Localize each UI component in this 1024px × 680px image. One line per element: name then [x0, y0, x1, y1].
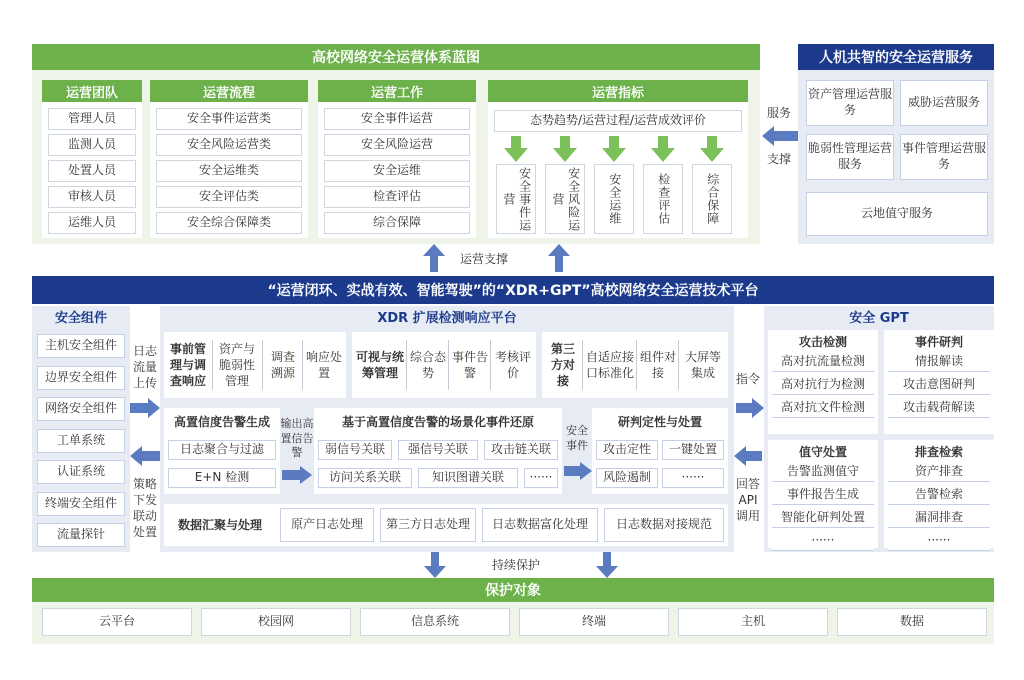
bp-col-item: 安全综合保障类 — [156, 212, 302, 234]
metric-item: 安全运维 — [594, 164, 634, 234]
gpt-group-item: 告警检索 — [888, 485, 990, 505]
scene-item-4: 知识图谱关联 — [418, 468, 518, 488]
bp-col-item: 安全运维类 — [156, 160, 302, 182]
component-item: 边界安全组件 — [37, 366, 125, 390]
scene-item-3: 访问关系关联 — [318, 468, 412, 488]
bp-col-item: 安全风险运营类 — [156, 134, 302, 156]
protect-item: 校园网 — [201, 608, 351, 636]
gpt-group-item: ······ — [888, 531, 990, 551]
protect-arrow-right-icon — [596, 552, 618, 578]
scene-item-1: 强信号关联 — [398, 440, 478, 460]
gpt-group-title: 攻击检测 — [798, 334, 847, 349]
gpt-group-item: 攻击载荷解读 — [888, 398, 990, 418]
gpt-group-item: 漏洞排查 — [888, 508, 990, 528]
component-item: 流量探针 — [37, 523, 125, 547]
bp-col-item: 安全评估类 — [156, 186, 302, 208]
safe-arrow-icon — [564, 462, 592, 480]
protect-label: 持续保护 — [491, 557, 540, 572]
gpt-group-item: 告警监测值守 — [772, 462, 874, 482]
protect-item: 终端 — [519, 608, 669, 636]
xdr-g3-title: 第三方对接 — [550, 341, 575, 389]
gpt-group-item: 高对抗文件检测 — [772, 398, 874, 418]
support-label: 运营支撑 — [459, 251, 508, 266]
gpt-group-item: 事件报告生成 — [772, 485, 874, 505]
support-arrow-right-icon — [548, 244, 570, 272]
service-asset: 资产管理运营服务 — [806, 80, 894, 126]
bp-col-title: 运营团队 — [42, 80, 142, 102]
metric-arrow-icon — [651, 136, 675, 162]
gpt-group-item: 高对抗行为检测 — [772, 375, 874, 395]
out-arrow-icon — [282, 466, 312, 484]
out-label: 输出高置信告警 — [280, 416, 314, 460]
protect-item: 数据 — [837, 608, 987, 636]
metric-item: 安全风险运营 — [545, 164, 585, 234]
component-item: 工单系统 — [37, 429, 125, 453]
service-label-top: 服务 — [766, 105, 791, 120]
metric-arrow-icon — [504, 136, 528, 162]
gpt-group-item: 高对抗流量检测 — [772, 352, 874, 372]
xdr-g1-item-0: 资产与脆弱性管理 — [218, 341, 255, 389]
gpt-group-item: 资产排查 — [888, 462, 990, 482]
xdr-g3-item-0: 自适应接口标准化 — [586, 349, 635, 380]
service-arrow-icon — [762, 126, 798, 146]
xdr-title: XDR 扩展检测响应平台 — [377, 311, 517, 327]
gpt-group-item: 情报解读 — [888, 352, 990, 372]
service-threat: 威胁运营服务 — [900, 80, 988, 126]
metric-arrow-icon — [700, 136, 724, 162]
protect-item: 信息系统 — [360, 608, 510, 636]
data-title: 数据汇聚与处理 — [177, 517, 262, 532]
component-item: 网络安全组件 — [37, 397, 125, 421]
bp-col-item: 安全风险运营 — [324, 134, 470, 156]
xdr-g3-item-2: 大屏等集成 — [684, 349, 721, 380]
upload-arrow-icon — [130, 398, 160, 418]
bp-col-item: 安全事件运营类 — [156, 108, 302, 130]
data-item-1: 第三方日志处理 — [380, 508, 476, 542]
service-event: 事件管理运营服务 — [900, 134, 988, 180]
protect-title: 保护对象 — [32, 578, 994, 602]
gpt-group-title: 排查检索 — [914, 444, 963, 459]
bp-col-item: 管理人员 — [48, 108, 136, 130]
gpt-title: 安全 GPT — [849, 311, 909, 327]
scene-item-2: 攻击链关联 — [484, 440, 558, 460]
gpt-label-top: 指令 — [735, 371, 760, 386]
data-item-2: 日志数据富化处理 — [482, 508, 598, 542]
scene-item-0: 弱信号关联 — [318, 440, 392, 460]
bp-col-item: 综合保障 — [324, 212, 470, 234]
protect-item: 云平台 — [42, 608, 192, 636]
xdr-g2-title: 可视与统筹管理 — [356, 349, 405, 380]
scene-item-5: ······ — [524, 468, 558, 488]
alert-item-0: 日志聚合与过滤 — [168, 440, 276, 460]
judge-item-2: 风险遏制 — [596, 468, 658, 488]
safe-label: 安全事件 — [566, 424, 588, 452]
gpt-group-title: 事件研判 — [914, 334, 963, 349]
alert-item-1: E+N 检测 — [168, 468, 276, 488]
service-title: 人机共智的安全运营服务 — [798, 44, 994, 70]
metric-arrow-icon — [602, 136, 626, 162]
service-cloud: 云地值守服务 — [806, 192, 988, 236]
xdr-g2-item-1: 事件告警 — [452, 349, 489, 380]
bp-col-title: 运营工作 — [318, 80, 476, 102]
components-label-top: 日志流量上传 — [132, 343, 157, 391]
platform-title: “运营闭环、实战有效、智能驾驶”的“XDR+GPT”高校网络安全运营技术平台 — [32, 276, 994, 304]
gpt-group-item: 攻击意图研判 — [888, 375, 990, 395]
metric-arrow-icon — [553, 136, 577, 162]
gpt-api-arrow-icon — [734, 446, 762, 466]
service-vuln: 脆弱性管理运营服务 — [806, 134, 894, 180]
xdr-g2-item-0: 综合态势 — [410, 349, 447, 380]
judge-item-3: ······ — [662, 468, 724, 488]
xdr-g3-item-1: 组件对接 — [640, 349, 677, 380]
bp-col-item: 安全运维 — [324, 160, 470, 182]
service-label-bottom: 支撑 — [766, 151, 791, 166]
component-item: 主机安全组件 — [37, 334, 125, 358]
metric-item: 综合保障 — [692, 164, 732, 234]
xdr-g1-title: 事前管理与调查响应 — [169, 341, 206, 389]
gpt-group-title: 值守处置 — [798, 444, 847, 459]
bp-col-item: 运维人员 — [48, 212, 136, 234]
bp-col-item: 监测人员 — [48, 134, 136, 156]
blueprint-title: 高校网络安全运营体系蓝图 — [32, 44, 760, 70]
components-title: 安全组件 — [54, 311, 107, 327]
judge-title: 研判定性与处置 — [617, 414, 702, 429]
components-label-bottom: 策略下发联动处置 — [132, 476, 157, 540]
xdr-g1-item-1: 调查溯源 — [270, 349, 295, 380]
gpt-group-item: ······ — [772, 531, 874, 551]
bp-col-item: 安全事件运营 — [324, 108, 470, 130]
metric-item: 安全事件运营 — [496, 164, 536, 234]
bp-col-item: 检查评估 — [324, 186, 470, 208]
metrics-desc: 态势趋势/运营过程/运营成效评价 — [494, 110, 742, 132]
component-item: 认证系统 — [37, 460, 125, 484]
judge-item-0: 攻击定性 — [596, 440, 658, 460]
bp-col-item: 处置人员 — [48, 160, 136, 182]
judge-item-1: 一键处置 — [662, 440, 724, 460]
scene-title: 基于高置信度告警的场景化事件还原 — [341, 414, 534, 429]
xdr-g1-item-2: 响应处置 — [306, 349, 343, 380]
data-item-0: 原产日志处理 — [280, 508, 374, 542]
support-arrow-left-icon — [423, 244, 445, 272]
metrics-title: 运营指标 — [488, 80, 748, 102]
dispatch-arrow-icon — [130, 446, 160, 466]
xdr-g2-item-2: 考核评价 — [494, 349, 531, 380]
gpt-cmd-arrow-icon — [736, 398, 764, 418]
protect-arrow-left-icon — [424, 552, 446, 578]
component-item: 终端安全组件 — [37, 492, 125, 516]
protect-item: 主机 — [678, 608, 828, 636]
bp-col-item: 审核人员 — [48, 186, 136, 208]
metric-item: 检查评估 — [643, 164, 683, 234]
bp-col-title: 运营流程 — [150, 80, 308, 102]
gpt-group-item: 智能化研判处置 — [772, 508, 874, 528]
gpt-label-bottom: 回答API调用 — [735, 476, 760, 524]
alert-title: 高置信度告警生成 — [173, 414, 270, 429]
data-item-3: 日志数据对接规范 — [604, 508, 724, 542]
